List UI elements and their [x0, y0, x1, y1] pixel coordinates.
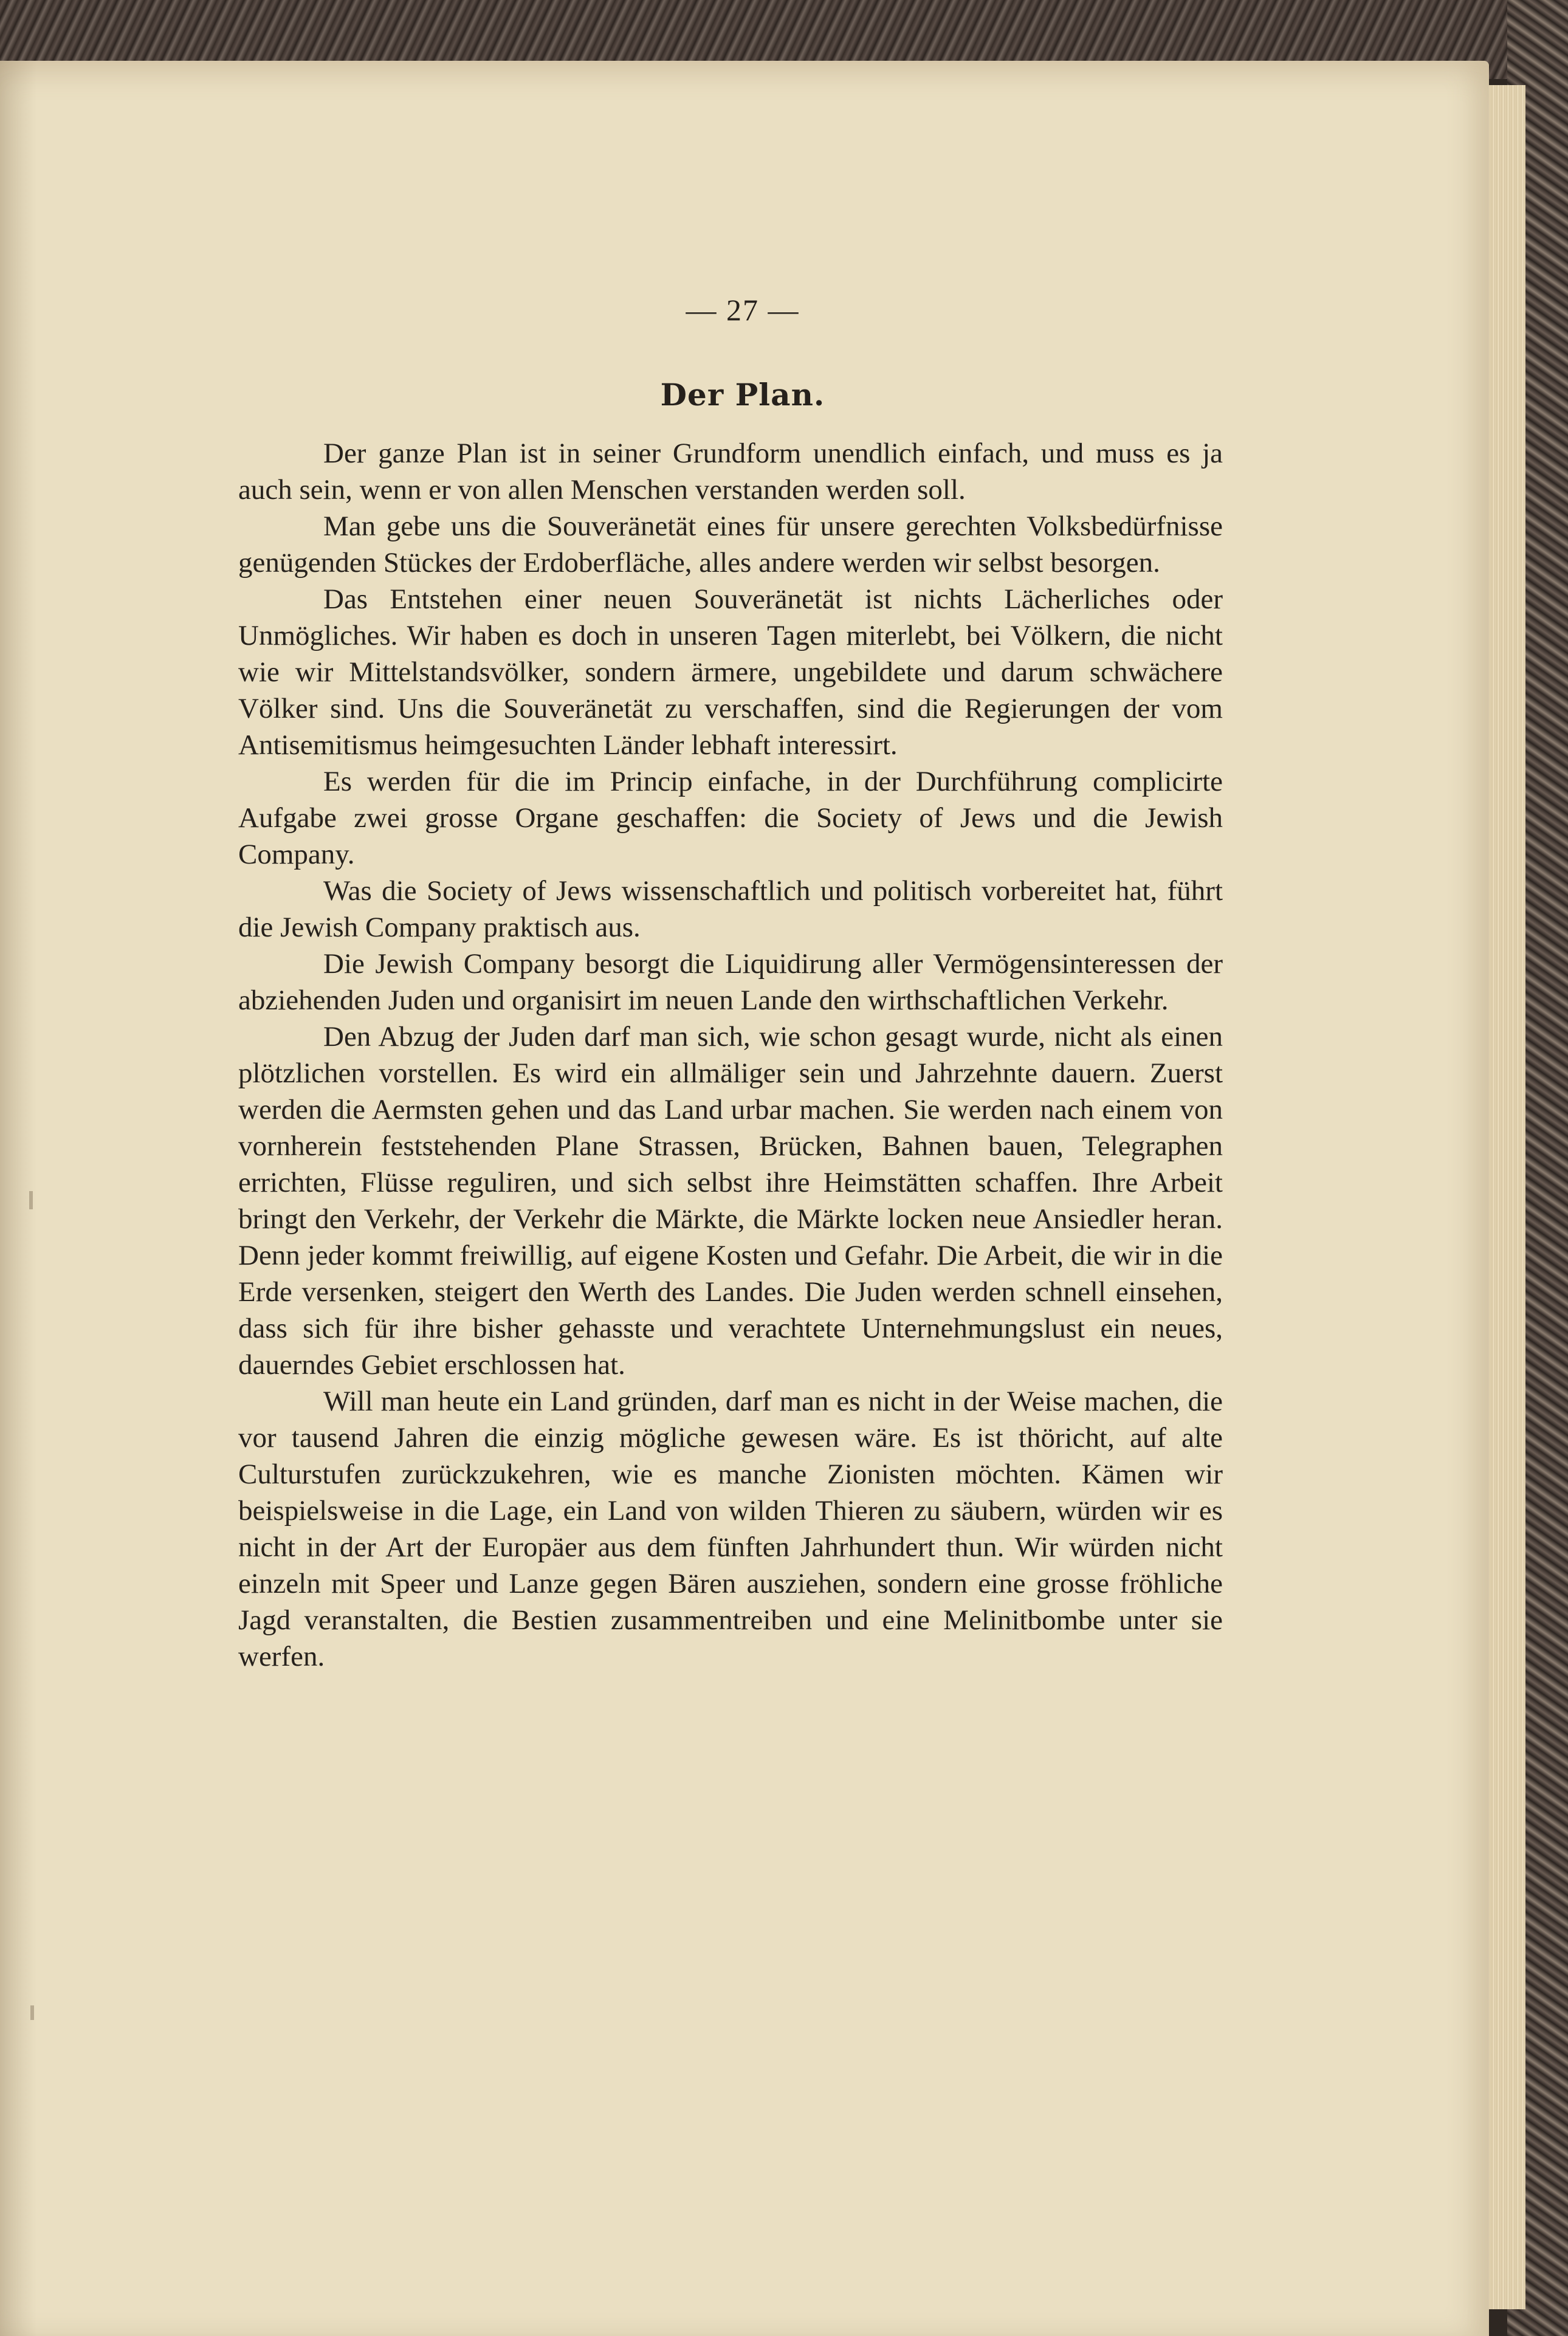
paragraph: Das Entstehen einer neuen Souveränetät ist nichts Lächerliches oder Unmögliches. Wir haben es doch in unseren Tagen miterlebt, bei Völkern, die nicht wie wir Mittelstandsvölker, sondern ärmere, ungebildete und darum schwächere Völker sind. Uns die Souveränetät zu verschaffen, sind die Regierungen der vom Antisemitismus heimgesuchten Länder lebhaft interessirt.	[238, 583, 1223, 761]
paragraph: Will man heute ein Land gründen, darf man es nicht in der Weise machen, die vor tausend Jahren die einzig mögliche gewesen wäre. Es ist thöricht, auf alte Culturstufen zurückzukehren, wie es manche Zionisten möchten. Kämen wir beispielsweise in die Lage, ein Land von wilden Thieren zu säubern, würden wir es nicht in der Art der Europäer aus dem fünften Jahrhundert thun. Wir würden nicht einzeln mit Speer und Lanze gegen Bären ausziehen, sondern eine grosse fröhliche Jagd veranstalten, die Bestien zusammentreiben und eine Melinitbombe unter sie werfen.	[238, 1386, 1223, 1672]
paragraph: Der ganze Plan ist in seiner Grundform unendlich einfach, und muss es ja auch sein, wenn er von allen Menschen verstanden werden soll.	[238, 438, 1223, 506]
page-text-block	[238, 292, 1223, 1675]
paragraph: Man gebe uns die Souveränetät eines für unsere gerechten Volksbedürfnisse genügenden Stückes der Erdoberfläche, alles andere werden wir selbst besorgen.	[238, 510, 1223, 579]
margin-mark	[29, 1191, 33, 1209]
paragraph: Den Abzug der Juden darf man sich, wie schon gesagt wurde, nicht als einen plötzlichen vorstellen. Es wird ein allmäliger sein und Jahrzehnte dauern. Zuerst werden die Aermsten gehen und das Land urbar machen. Sie werden nach einem von vornherein feststehenden Plane Strassen, Brücken, Bahnen bauen, Telegraphen errichten, Flüsse reguliren, und sich selbst ihre Heimstätten schaffen. Ihre Arbeit bringt den Verkehr, der Verkehr die Märkte, die Märkte locken neue Ansiedler heran. Denn jeder kommt freiwillig, auf eigene Kosten und Gefahr. Die Arbeit, die wir in die Erde versenken, steigert den Werth des Landes. Die Juden werden schnell einsehen, dass sich für ihre bisher gehasste und verachtete Unternehmungslust ein neues, dauerndes Gebiet erschlossen hat.	[238, 1021, 1223, 1381]
paragraph: Es werden für die im Princip einfache, in der Durchführung complicirte Aufgabe zwei grosse Organe geschaffen: die Society of Jews und die Jewish Company.	[238, 766, 1223, 870]
margin-mark	[30, 2005, 34, 2020]
section-title: Der Plan.	[660, 377, 825, 413]
paragraph: Die Jewish Company besorgt die Liquidirung aller Vermögensinteressen der abziehenden Juden und organisirt im neuen Lande den wirthschaftlichen Verkehr.	[238, 948, 1223, 1016]
paragraph: Was die Society of Jews wissenschaftlich und politisch vorbereitet hat, führt die Jewish Company praktisch aus.	[238, 875, 1223, 943]
page-number: — 27 —	[686, 293, 800, 327]
